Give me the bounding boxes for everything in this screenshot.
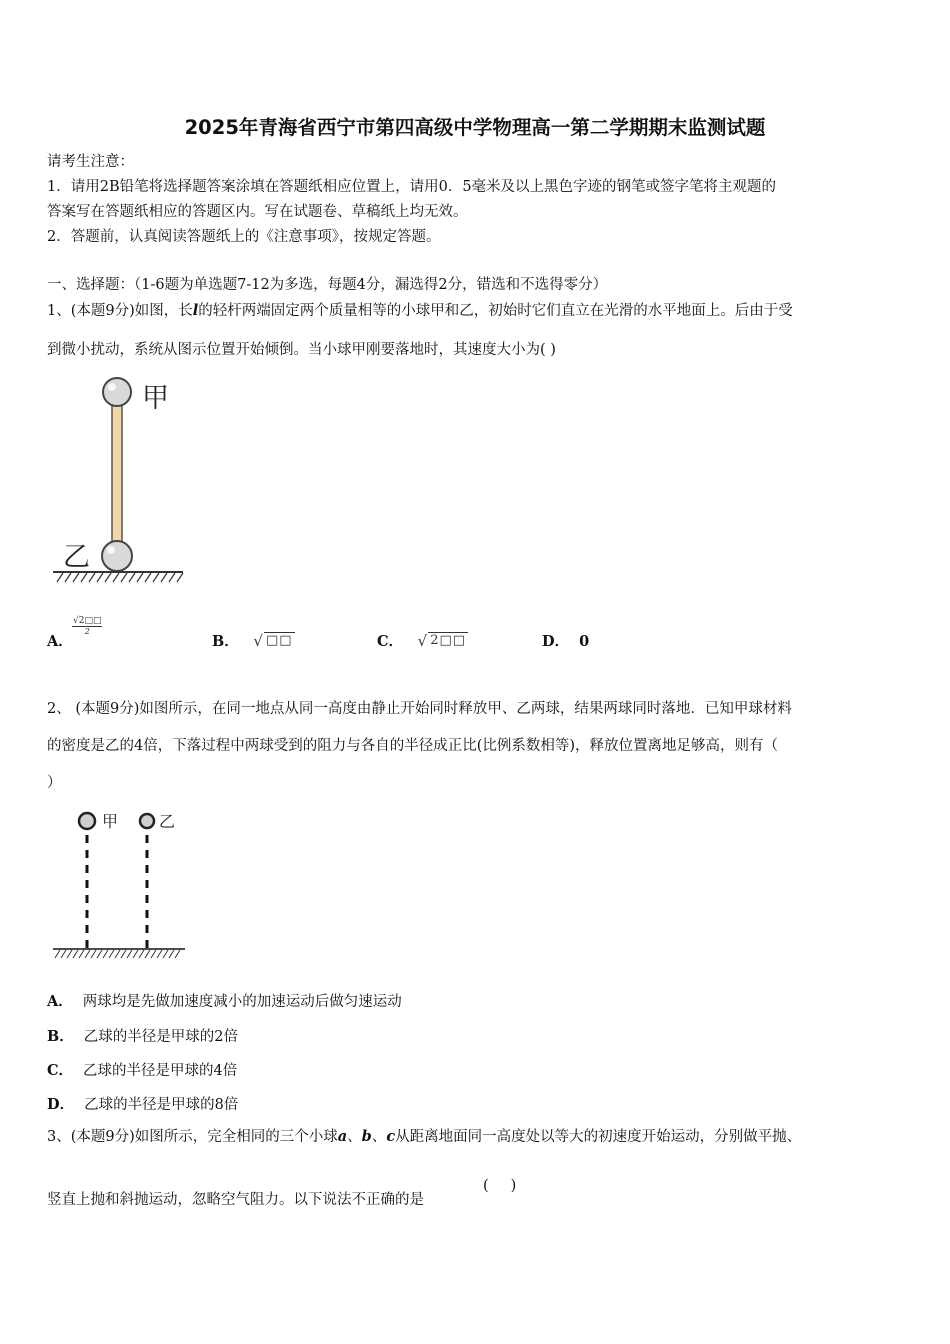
q2-stem-line-1: 2、 (本题9分)如图所示，在同一地点从同一高度由静止开始同时释放甲、乙两球，结果两球同时落地．已知甲球材料	[47, 701, 792, 717]
q1-ball-yi	[102, 541, 132, 571]
q2-ball-jia	[79, 813, 95, 829]
q1-ball-jia	[103, 378, 131, 406]
q3-answer-paren: ()	[483, 1178, 539, 1194]
q2-option-b-text: 乙球的半径是甲球的2倍	[83, 1029, 238, 1045]
q3-var-a: a	[337, 1128, 348, 1145]
q1-label-jia: 甲	[142, 383, 169, 414]
q1-option-c-radicand: 2□□	[430, 633, 467, 648]
q2-option-c-text: 乙球的半径是甲球的4倍	[83, 1063, 238, 1079]
section-heading: 一、选择题：（1-6题为单选题7-12为多选，每题4分，漏选得2分，错选和不选得零分）	[47, 277, 608, 293]
q3-var-b: b	[361, 1128, 372, 1145]
q1-ground	[53, 572, 183, 582]
q2-option-d-label: D．	[47, 1096, 75, 1113]
q1-rod	[112, 402, 122, 560]
q1-option-c[interactable]	[377, 630, 468, 651]
q1-option-d[interactable]	[542, 630, 589, 651]
q2-option-a-label: A．	[47, 993, 73, 1010]
q2-label-jia: 甲	[102, 812, 119, 831]
page-title: 2025年青海省西宁市第四高级中学物理高一第二学期期末监测试题	[184, 116, 766, 139]
q2-option-b[interactable]	[47, 1025, 238, 1046]
q1-option-a-numerator: √2□□	[73, 615, 102, 626]
q2-option-c-label: C．	[47, 1062, 74, 1079]
q1-stem-post: 的轻杆两端固定两个质量相等的小球甲和乙，初始时它们直立在光滑的水平地面上。后由于受	[198, 303, 793, 319]
q1-figure	[45, 370, 195, 585]
q1-option-b-radicand: □□	[265, 633, 293, 648]
q3-stem-line-1	[47, 1127, 801, 1147]
q2-ball-yi	[140, 814, 154, 828]
q2-option-a-text: 两球均是先做加速度减小的加速运动后做匀速运动	[82, 994, 402, 1010]
q1-option-a-denominator: 2	[84, 626, 90, 636]
q1-option-a-fraction	[72, 615, 102, 636]
q2-stem-line-2: 的密度是乙的4倍，下落过程中两球受到的阻力与各自的半径成正比(比例系数相等)，释放位置离地足够高，则有（	[47, 738, 779, 754]
q1-option-c-label: C．	[377, 633, 404, 650]
q1-stem-line-2: 到微小扰动，系统从图示位置开始倾倒。当小球甲刚要落地时，其速度大小为( )	[47, 342, 556, 358]
q1-label-yi: 乙	[63, 542, 90, 573]
notice-line-1b: 答案写在答题纸相应的答题区内。写在试题卷、草稿纸上均无效。	[47, 204, 468, 220]
q1-option-b[interactable]	[212, 630, 295, 651]
q3-stem-post: 从距离地面同一高度处以等大的初速度开始运动，分别做平抛、	[395, 1129, 802, 1145]
q3-sep-1: 、	[347, 1129, 362, 1145]
q1-option-b-label: B．	[212, 633, 239, 650]
q2-label-yi: 乙	[159, 812, 176, 831]
q1-option-c-sqrt: √ 2□□	[417, 632, 467, 650]
q2-ground	[53, 949, 185, 958]
q1-option-d-text: 0	[579, 633, 590, 650]
notice-line-2: 2．答题前，认真阅读答题纸上的《注意事项》，按规定答题。	[47, 229, 441, 245]
q2-option-d-text: 乙球的半径是甲球的8倍	[84, 1097, 239, 1113]
q3-stem-line-2: 竖直上抛和斜抛运动，忽略空气阻力。以下说法不正确的是	[47, 1192, 424, 1208]
q1-option-a-label: A．	[47, 633, 73, 650]
q3-stem-pre: 3、(本题9分)如图所示，完全相同的三个小球	[47, 1129, 338, 1145]
q1-stem-pre: 1、(本题9分)如图，长	[47, 303, 193, 319]
q2-figure	[45, 803, 195, 963]
q1-option-d-label: D．	[542, 633, 570, 650]
notice-heading: 请考生注意：	[47, 154, 134, 170]
q3-sep-2: 、	[371, 1129, 387, 1145]
q3-var-c: c	[386, 1128, 396, 1145]
q1-option-b-sqrt: √ □□	[253, 632, 293, 650]
q2-option-a[interactable]	[47, 990, 402, 1011]
q1-var-l: l	[192, 302, 199, 319]
q2-option-c[interactable]	[47, 1059, 237, 1080]
q2-stem-line-3: ）	[47, 775, 62, 791]
notice-line-1a: 1．请用2B铅笔将选择题答案涂填在答题纸相应位置上，请用0．5毫米及以上黑色字迹的钢笔或签字笔将主观题的	[47, 179, 777, 195]
q2-option-d[interactable]	[47, 1093, 238, 1114]
q1-stem-line-1	[47, 301, 793, 321]
q2-option-b-label: B．	[47, 1028, 74, 1045]
